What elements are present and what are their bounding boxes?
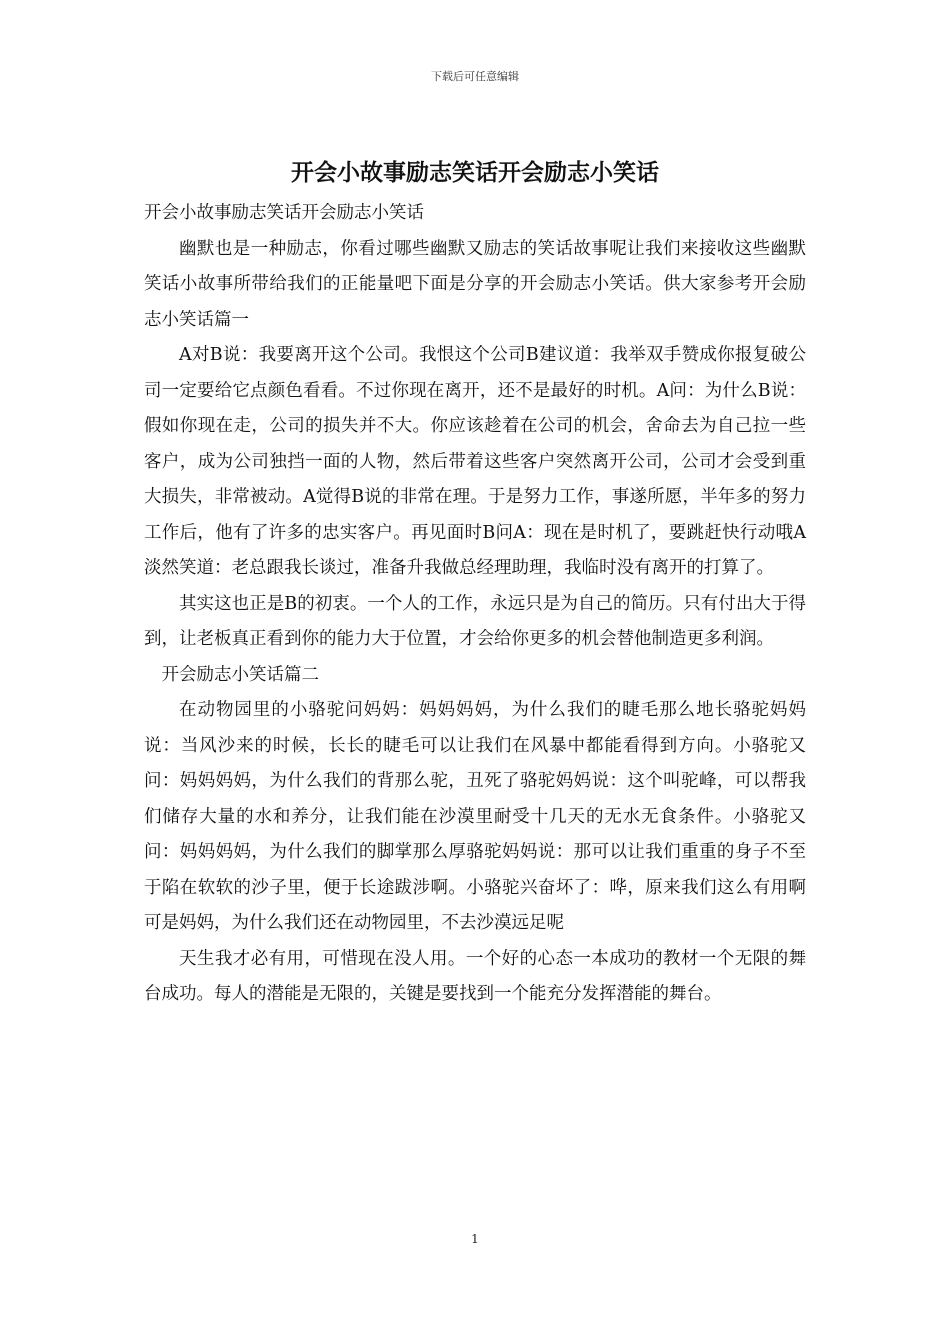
document-body — [144, 150, 806, 1013]
paragraph-intro: 幽默也是一种励志，你看过哪些幽默又励志的笑话故事呢让我们来接收这些幽默笑话小故事所带给我们的正能量吧下面是分享的开会励志小笑话。供大家参考开会励志小笑话篇一 — [144, 238, 806, 330]
paragraph-story-one: A对B说：我要离开这个公司。我恨这个公司B建议道：我举双手赞成你报复破公司一定要给它点颜色看看。不过你现在离开，还不是最好的时机。A问：为什么B说：假如你现在走，公司的损失并不大。你应该趁着在公司的机会，舍命去为自己拉一些客户，成为公司独挡一面的人物，然后带着这些客户突然离开公司，公司才会受到重大损失，非常被动。A觉得B说的非常在理。于是努力工作，事遂所愿，半年多的努力工作后，他有了许多的忠实客户。再见面时B问A：现在是时机了，要跳赶快行动哦A淡然笑道：老总跟我长谈过，准备升我做总经理助理，我临时没有离开的打算了。 — [144, 345, 806, 578]
page-number: 1 — [471, 1232, 479, 1246]
paragraph-moral-one: 其实这也正是B的初衷。一个人的工作，永远只是为自己的简历。只有付出大于得到，让老板真正看到你的能力大于位置，才会给你更多的机会替他制造更多利润。 — [144, 593, 806, 649]
paragraph-moral-two: 天生我才必有用，可惜现在没人用。一个好的心态一本成功的教材一个无限的舞台成功。每人的潜能是无限的，关键是要找到一个能充分发挥潜能的舞台。 — [144, 948, 806, 1004]
section-heading-two: 开会励志小笑话篇二 — [161, 664, 319, 685]
document-subtitle: 开会小故事励志笑话开会励志小笑话 — [144, 203, 424, 223]
paragraph-story-two: 在动物园里的小骆驼问妈妈：妈妈妈妈，为什么我们的睫毛那么地长骆驼妈妈说：当风沙来的时候，长长的睫毛可以让我们在风暴中都能看得到方向。小骆驼又问：妈妈妈妈，为什么我们的背那么驼，丑死了骆驼妈妈说：这个叫驼峰，可以帮我们储存大量的水和养分，让我们能在沙漠里耐受十几天的无水无食条件。小骆驼又问：妈妈妈妈，为什么我们的脚掌那么厚骆驼妈妈说：那可以让我们重重的身子不至于陷在软软的沙子里，便于长途跋涉啊。小骆驼兴奋坏了：哗，原来我们这么有用啊可是妈妈，为什么我们还在动物园里，不去沙漠远足呢 — [144, 700, 806, 933]
document-title: 开会小故事励志笑话开会励志小笑话 — [291, 159, 659, 186]
page-header: 下载后可任意编辑 — [431, 70, 519, 83]
